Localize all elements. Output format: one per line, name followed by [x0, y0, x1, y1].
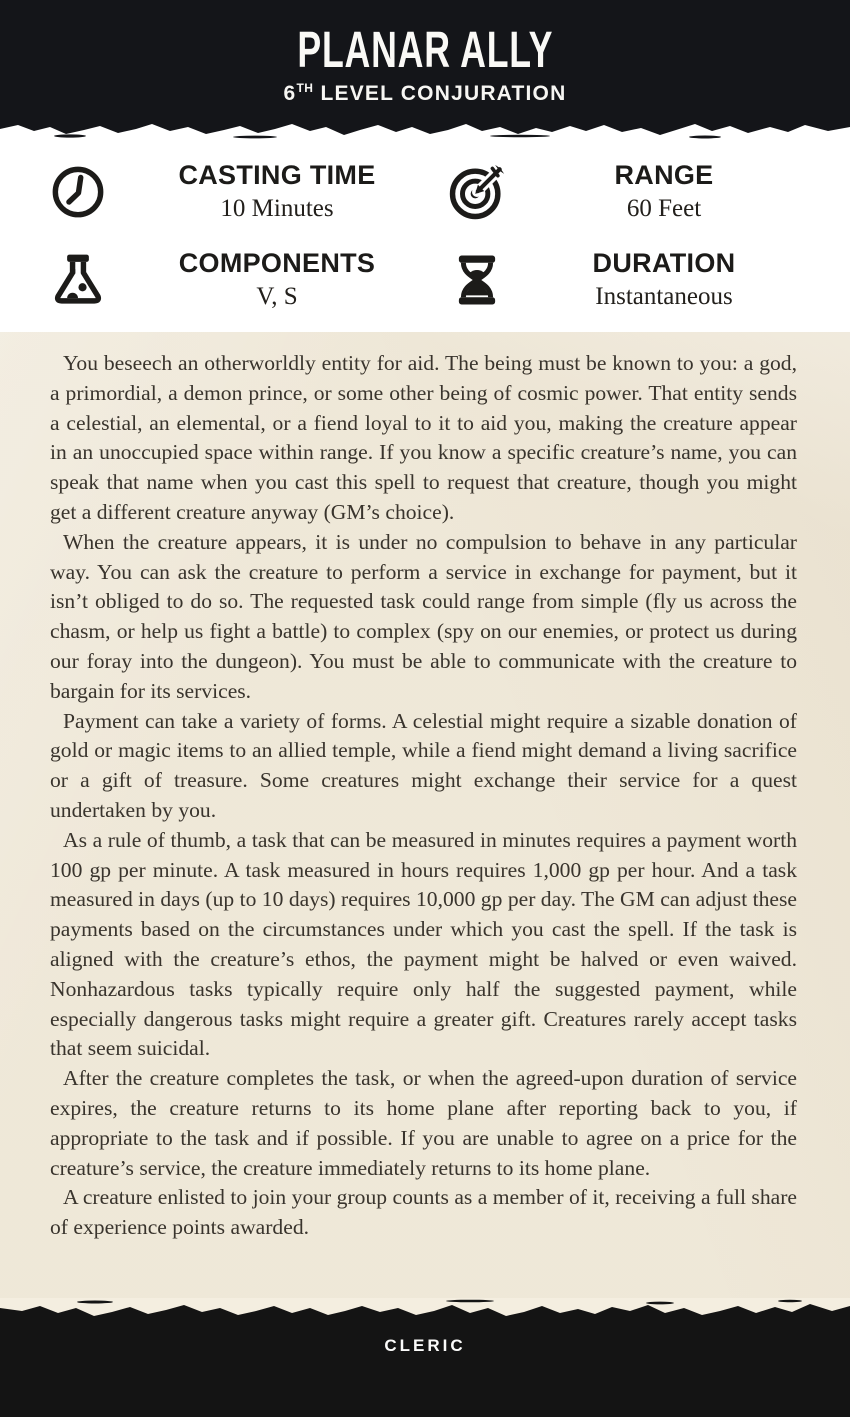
stat-casting-time — [142, 160, 412, 224]
potion-flask-icon — [14, 250, 142, 310]
stat-value: 10 Minutes — [220, 195, 334, 223]
stat-value: V, S — [256, 283, 298, 311]
spell-name: PLANAR ALLY — [297, 20, 553, 78]
stat-value: Instantaneous — [595, 283, 733, 311]
torn-edge-bottom — [0, 1298, 850, 1320]
clock-icon — [14, 162, 142, 222]
spell-level-ordinal: TH — [296, 81, 314, 95]
stat-label: COMPONENTS — [178, 247, 376, 278]
description-paragraph: A creature enlisted to join your group counts as a member of it, receiving a full share of experience points awarded. — [50, 1185, 797, 1240]
stat-range — [542, 160, 786, 224]
description-paragraph: As a rule of thumb, a task that can be measured in minutes requires a payment worth 100 gp per minute. A task measured in hours requires 1,000 gp per hour. And a task measured in days (up to 10 days) requires 10,000 gp per day. The GM can adjust these payments based on the circumstances under which you cast the spell. If the task is aligned with the creature’s ethos, the payment might be halved or even waived. Nonhazardous tasks typically require only half the suggested payment, while especially dangerous tasks might require a greater gift. Creatures rarely accept tasks that seem suicidal. — [50, 827, 797, 1061]
target-arrow-icon — [412, 162, 542, 222]
description-paragraph: Payment can take a variety of forms. A celestial might require a sizable donation of gold or magic items to an allied temple, while a fiend might demand a living sacrifice or a gift of treasure. Some creatures might exchange their service for a quest undertaken by you. — [50, 708, 797, 822]
spell-level: 6 — [283, 82, 297, 105]
class-label: CLERIC — [384, 1336, 466, 1355]
description-paragraph: After the creature completes the task, or when the agreed-upon duration of service expires, the creature returns to its home plane after reporting back to you, if appropriate to the task and if possible. If you are unable to agree on a price for the creature’s service, the creature immediately returns to its home plane. — [50, 1066, 797, 1180]
stat-label: DURATION — [592, 247, 736, 278]
spell-level-school — [284, 82, 567, 104]
stat-components — [142, 248, 412, 312]
spell-description — [0, 332, 850, 1298]
description-paragraph: When the creature appears, it is under no compulsion to behave in any particular way. You can ask the creature to perform a service in exchange for payment, but it isn’t obliged to do so. The requested task could range from simple (fly us across the chasm, or help us fight a battle) to complex (spy on our enemies, or protect us during our foray into the dungeon). You must be able to communicate with the creature to bargain for its services. — [50, 529, 797, 703]
stat-duration — [542, 248, 786, 312]
card-footer — [0, 1320, 850, 1417]
stat-block — [0, 140, 850, 332]
spell-school: LEVEL CONJURATION — [313, 82, 567, 105]
stat-value: 60 Feet — [626, 195, 702, 223]
card-header — [0, 0, 850, 116]
hourglass-icon — [412, 250, 542, 310]
stat-label: CASTING TIME — [178, 159, 376, 190]
torn-edge-top — [0, 116, 850, 140]
stat-label: RANGE — [614, 159, 714, 190]
description-paragraph: You beseech an otherworldly entity for aid. The being must be known to you: a god, a primordial, a demon prince, or some other being of cosmic power. That entity sends a celestial, an elemental, or a fiend loyal to it to aid you, making the creature appear in an unoccupied space within range. If you know a specific creature’s name, you can speak that name when you cast this spell to request that creature, though you might get a different creature anyway (GM’s choice). — [50, 351, 797, 524]
